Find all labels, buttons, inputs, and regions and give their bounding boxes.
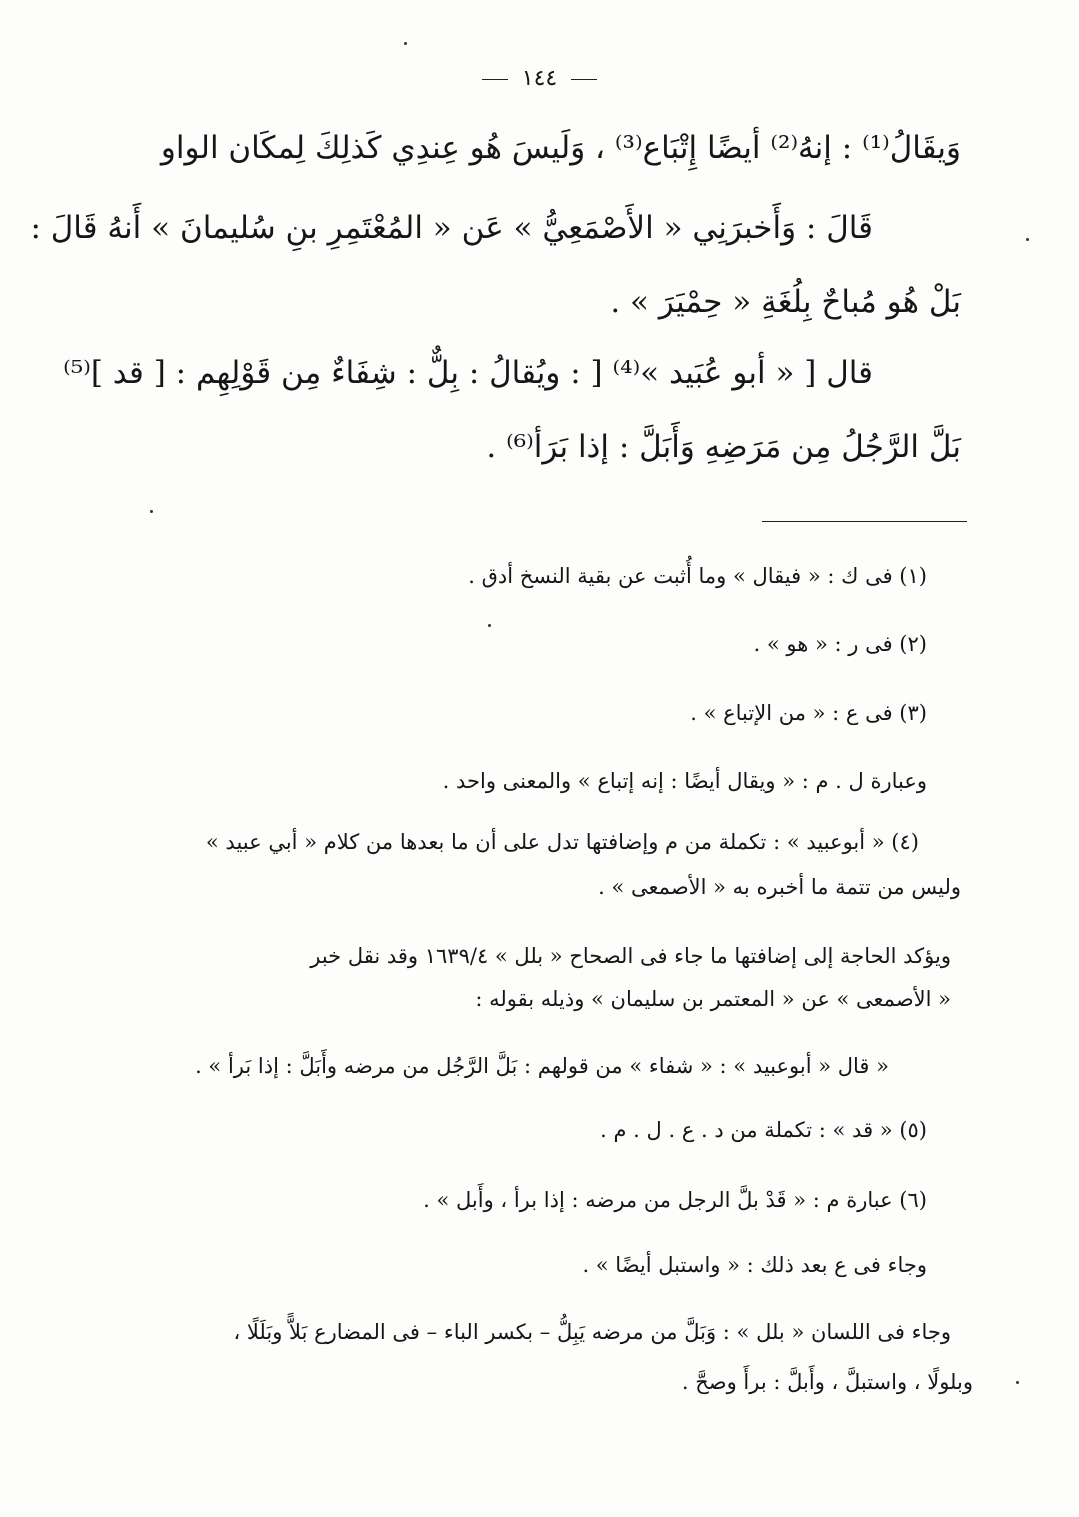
- body-line-2: قَالَ : وَأَخبرَنِي « الأَصْمَعِيُّ » عَن « المُعْتَمِرِ بنِ سُليمانَ » أَنهُ قَالَ :: [30, 210, 873, 246]
- footnote-6-lisan-line-2: وبلولًا ، واستبلَّ ، وأَبلَّ : برأَ وصحَّ .: [681, 1370, 973, 1394]
- footnote-4-sihah-line-2: « الأصمعى » عن « المعتمر بن سليمان » وذيله بقوله :: [475, 987, 951, 1011]
- footnote-4-line-1: (٤) « أبوعبيد » : تكملة من م وإضافتها تدل على أن ما بعدها من كلام « أبي عبيد »: [205, 830, 919, 854]
- footnote-6: (٦) عبارة م : « قَدْ بلَّ الرجل من مرضه : إذا برأ ، وأَبل » .: [423, 1188, 927, 1212]
- footnote-4-quote: « قال « أبوعبيد » : « شفاء » من قولهم : بَلَّ الرَّجُل من مرضه وأَبَلَّ : إذا بَرأ » .: [195, 1054, 889, 1078]
- header-dash-right: [571, 79, 597, 80]
- footnote-6-variant: وجاء فى ع بعد ذلك : « واستبل أيضًا » .: [582, 1253, 927, 1277]
- body-line-5: بَلَّ الرَّجُلُ مِن مَرَضِهِ وَأَبَلَّ : إذا بَرَأ⁽⁶⁾ .: [486, 429, 961, 465]
- scan-speck: [1026, 238, 1029, 241]
- scan-speck: [404, 42, 407, 45]
- footnote-5: (٥) « قد » : تكملة من د . ع . ل . م .: [600, 1118, 927, 1142]
- footnote-4-line-2: وليس من تتمة ما أخبره به « الأصمعى » .: [598, 875, 961, 899]
- body-line-1: وَيقَالُ⁽¹⁾ : إنهُ⁽²⁾ أيضًا إِتْبَاع⁽³⁾ ، وَلَيسَ هُو عِندِي كَذلِكَ لِمكَان الواو: [160, 130, 961, 166]
- scan-speck: [1016, 1381, 1019, 1384]
- page-number: ١٤٤: [521, 66, 558, 91]
- header-dash-left: [482, 79, 508, 80]
- scan-speck: [150, 510, 153, 513]
- footnote-separator: [762, 521, 967, 522]
- page-number-header: [0, 64, 1079, 94]
- footnote-2: (٢) فى ر : « هو » .: [753, 632, 927, 656]
- footnote-4-sihah-line-1: ويؤكد الحاجة إلى إضافتها ما جاء فى الصحاح « بلل » ١٦٣٩/٤ وقد نقل خبر: [310, 944, 951, 968]
- footnote-6-lisan-line-1: وجاء فى اللسان « بلل » : وَبَلَّ من مرضه يَبِلُّ – بكسر الباء – فى المضارع بَلاًّ وبَلَلًا ،: [233, 1320, 951, 1344]
- scan-speck: [488, 624, 491, 627]
- footnote-3: (٣) فى ع : « من الإتباع » .: [690, 701, 927, 725]
- footnote-3-variant: وعبارة ل . م : « ويقال أيضًا : إنه إتباع » والمعنى واحد .: [442, 769, 927, 793]
- body-line-4: قال [ « أبو عُبَيد »⁽⁴⁾ [ : ويُقالُ : بِلٌّ : شِفَاءٌ مِن قَوْلِهِم : [ قد ]⁽⁵⁾: [63, 355, 873, 391]
- footnote-1: (١) فى ك : « فيقال » وما أُثبت عن بقية النسخ أدق .: [468, 564, 927, 588]
- body-line-3: بَلْ هُو مُباحٌ بِلُغَةِ « حِمْيَرَ » .: [610, 284, 961, 320]
